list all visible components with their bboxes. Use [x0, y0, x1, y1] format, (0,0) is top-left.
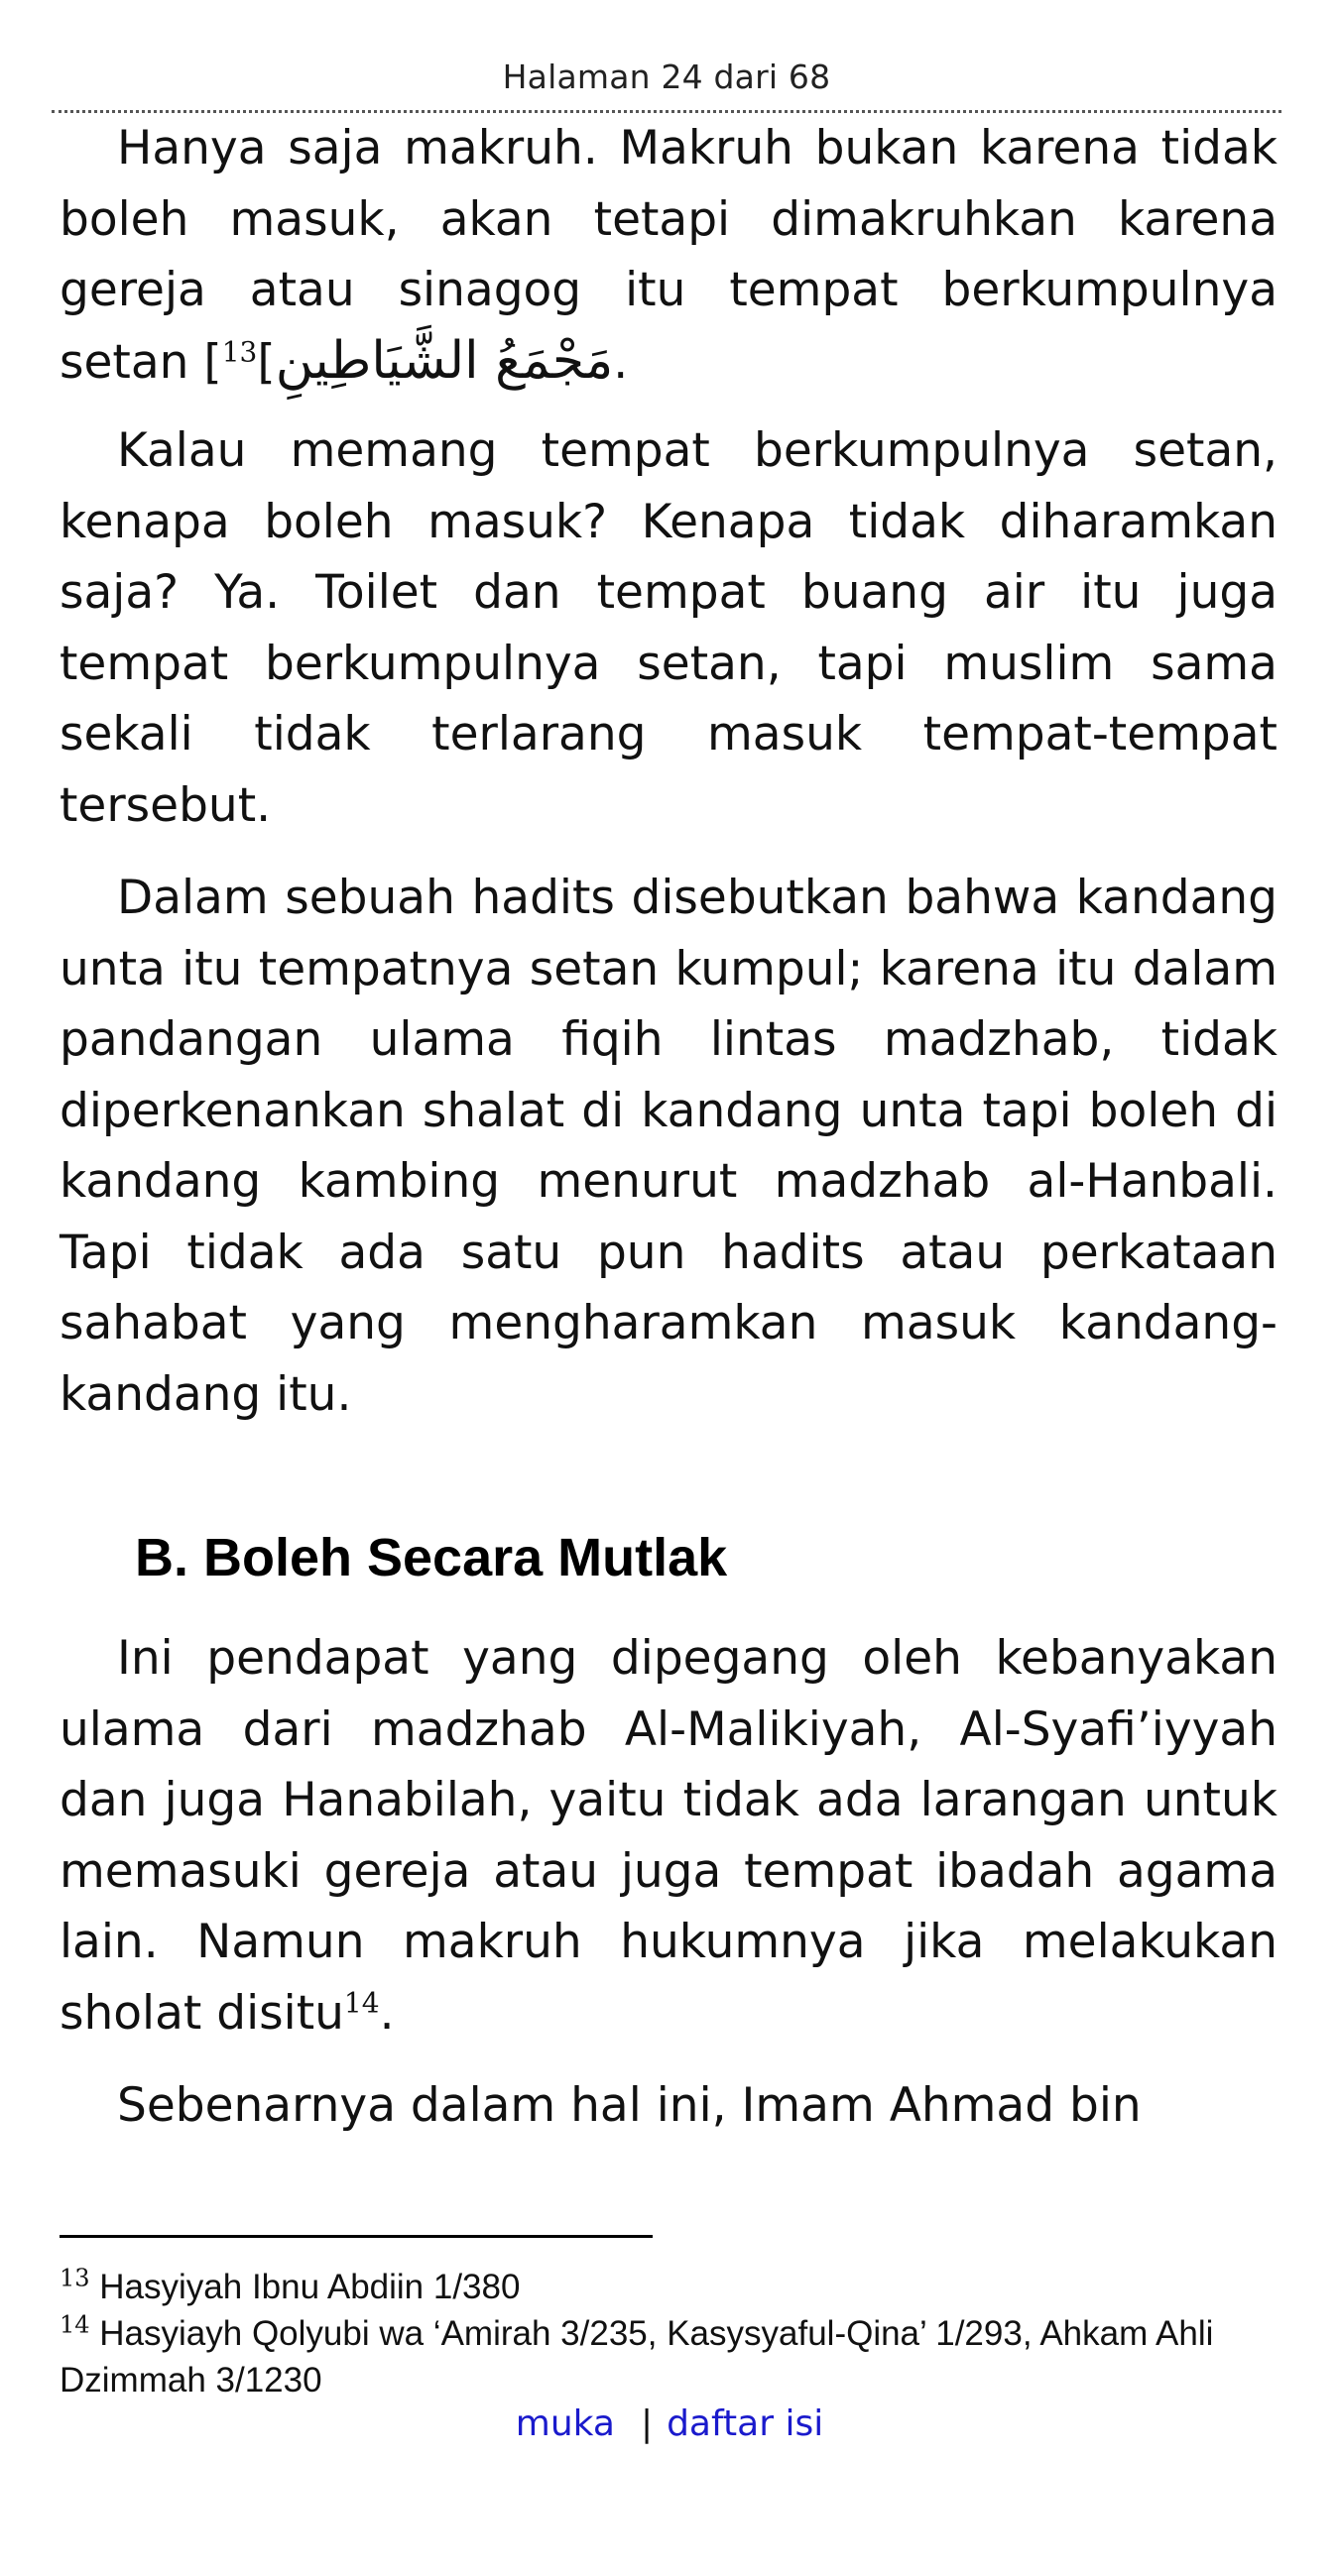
page-number-header: Halaman 24 dari 68 — [502, 58, 831, 96]
footnote-14 — [60, 2310, 1279, 2403]
bracket-close: ] — [257, 334, 276, 390]
section-heading: B. Boleh Secara Mutlak — [135, 1528, 728, 1587]
page-navigation — [0, 2403, 1339, 2444]
footnote-number: 14 — [60, 2310, 90, 2339]
main-text-block-2 — [60, 1623, 1278, 2142]
paragraph-1 — [60, 113, 1278, 398]
footnote-13 — [60, 2264, 1279, 2310]
footnote-text: Hasyiayh Qolyubi wa ‘Amirah 3/235, Kasysyaful-Qina’ 1/293, Ahkam Ahli Dzimmah 3/1230 — [60, 2314, 1214, 2400]
footnotes — [60, 2264, 1279, 2403]
paragraph-1-end: . — [613, 334, 629, 390]
paragraph-2: Kalau memang tempat berkumpulnya setan, kenapa boleh masuk? Kenapa tidak diharamkan saja? Ya. Toilet dan tempat buang air itu juga tempat berkumpulnya setan, tapi muslim sama sekali tidak terlarang masuk tempat-tempat tersebut. — [60, 423, 1278, 833]
footnote-number: 13 — [60, 2264, 90, 2292]
paragraph-4-text: Ini pendapat yang dipegang oleh kebanyakan ulama dari madzhab Al-Malikiyah, Al-Syafi’iyyah dan juga Hanabilah, yaitu tidak ada larangan untuk memasuki gereja atau juga tempat ibadah agama lain. Namun makruh hukumnya jika melakukan sholat disitu — [60, 1631, 1278, 2041]
paragraph-4 — [60, 1623, 1278, 2049]
footnote-separator — [60, 2235, 653, 2238]
paragraph-4-end: . — [379, 1985, 395, 2041]
main-text-block-1 — [60, 113, 1278, 1430]
paragraph-5: Sebenarnya dalam hal ini, Imam Ahmad bin — [117, 2078, 1142, 2133]
bracket-open: [ — [203, 334, 222, 390]
paragraph-1-text: Hanya saja makruh. Makruh bukan karena tidak boleh masuk, akan tetapi dimakruhkan karena gereja atau sinagog itu tempat berkumpulnya setan — [60, 121, 1278, 390]
table-of-contents-link[interactable]: daftar isi — [667, 2403, 824, 2444]
footnote-ref-13[interactable]: 13 — [221, 334, 258, 368]
arabic-phrase: مَجْمَعُ الشَّيَاطِينِ — [275, 330, 614, 391]
nav-separator: | — [640, 2403, 654, 2444]
home-link[interactable]: muka — [515, 2403, 615, 2444]
footnote-ref-14[interactable]: 14 — [343, 1985, 380, 2019]
footnote-text: Hasyiyah Ibnu Abdiin 1/380 — [89, 2268, 521, 2306]
paragraph-3: Dalam sebuah hadits disebutkan bahwa kandang unta itu tempatnya setan kumpul; karena itu dalam pandangan ulama fiqih lintas madzhab, tidak diperkenankan shalat di kandang unta tapi boleh di kandang kambing menurut madzhab al-Hanbali. Tapi tidak ada satu pun hadits atau perkataan sahabat yang mengharamkan masuk kandang-kandang itu. — [60, 871, 1278, 1422]
